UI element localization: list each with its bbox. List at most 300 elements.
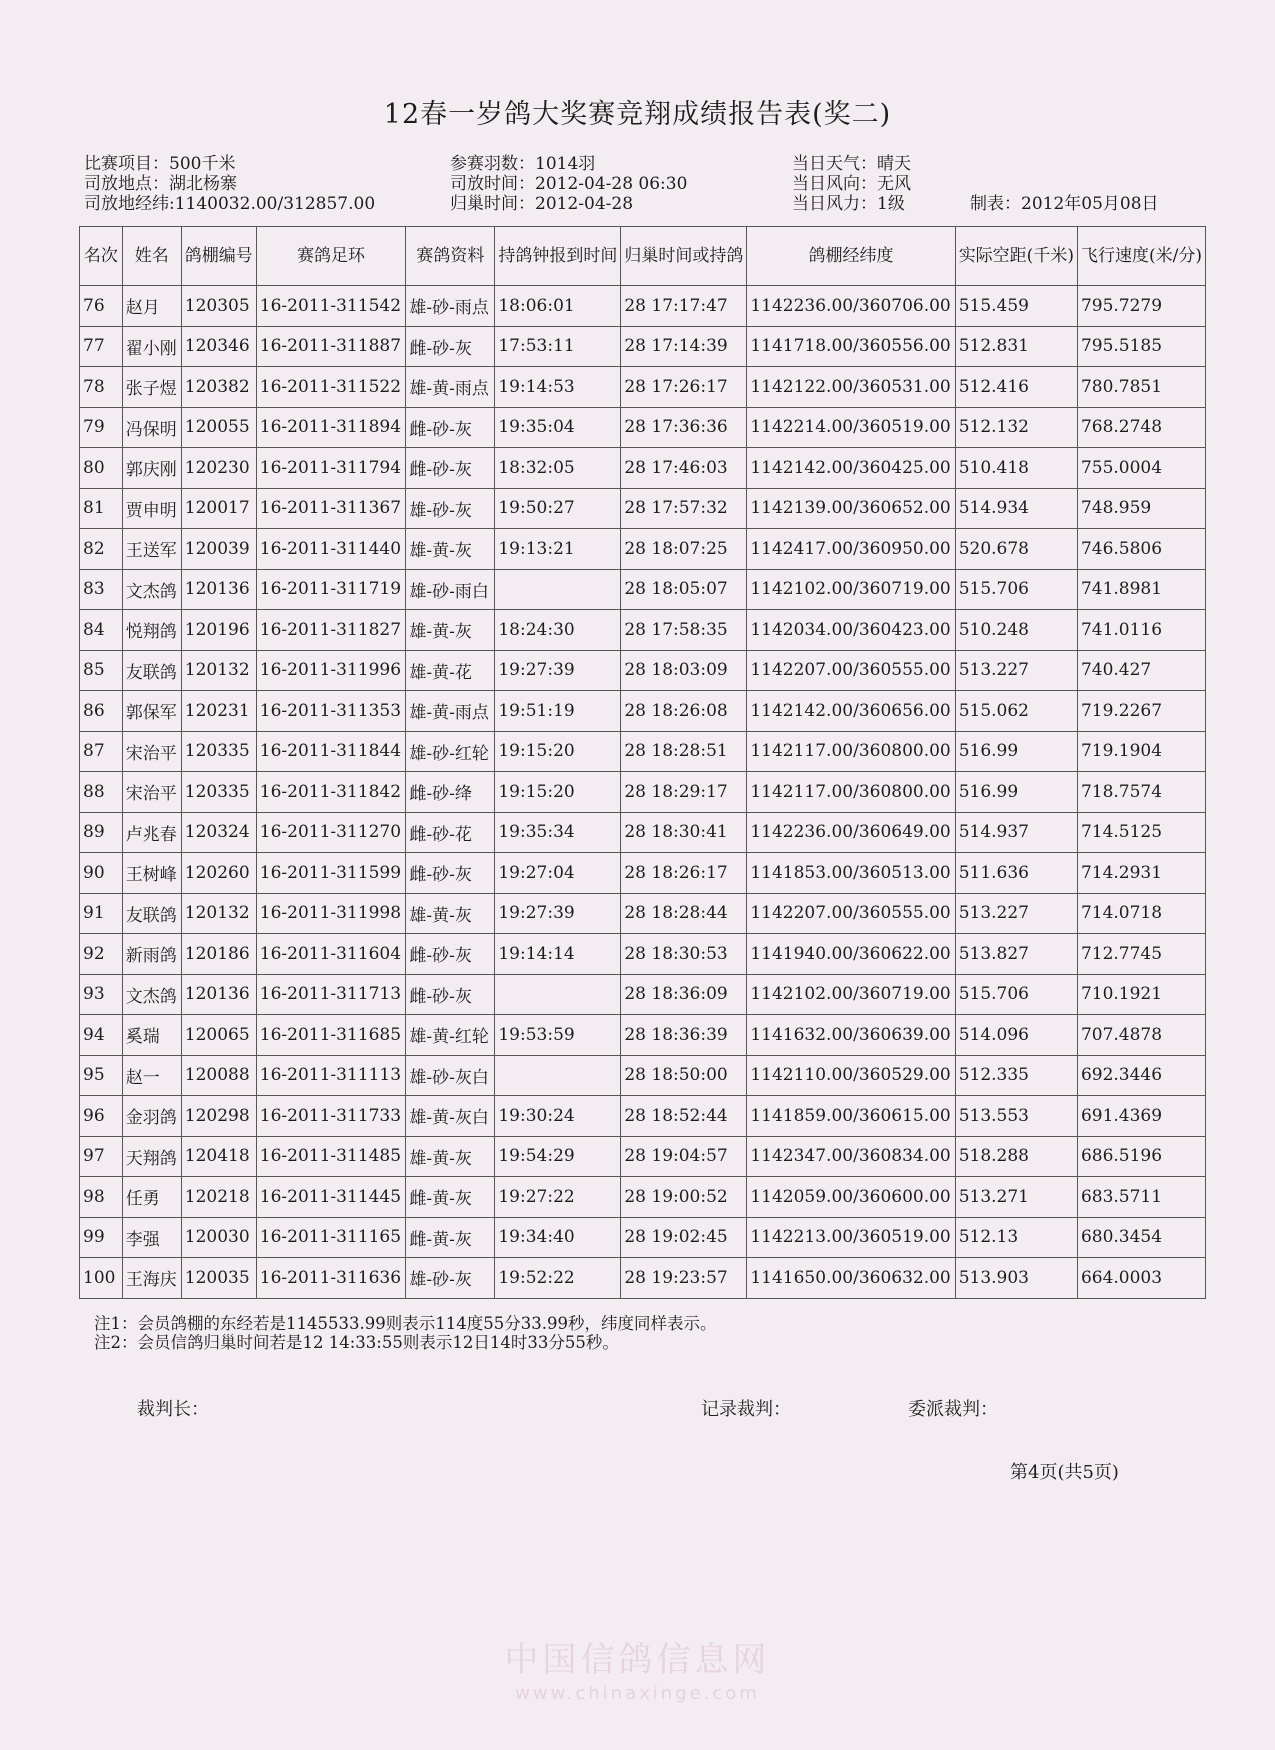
cell-clock: 19:27:39 (495, 893, 621, 934)
cell-rank: 99 (80, 1217, 123, 1258)
cell-name: 李强 (122, 1217, 181, 1258)
cell-speed: 691.4369 (1077, 1096, 1205, 1137)
cell-clock: 19:52:22 (495, 1258, 621, 1299)
cell-name: 悦翔鸽 (122, 610, 181, 651)
cell-info: 雄-黄-红轮 (406, 1015, 495, 1056)
note-2: 注2：会员信鸽归巢时间若是12 14:33:55则表示12日14时33分55秒。 (94, 1333, 619, 1352)
table-body (80, 286, 1206, 1299)
cell-loft: 120035 (181, 1258, 256, 1299)
cell-distance: 514.934 (955, 488, 1077, 529)
release-coords: 司放地经纬:1140032.00/312857.00 (84, 194, 376, 214)
cell-arrival: 28 18:52:44 (621, 1096, 747, 1137)
cell-coord: 1142122.00/360531.00 (747, 367, 955, 408)
recorder-judge-label: 记录裁判： (701, 1399, 791, 1420)
cell-rank: 78 (80, 367, 123, 408)
header-arrival: 归巢时间或持鸽 (621, 227, 747, 286)
cell-speed: 740.427 (1077, 650, 1205, 691)
cell-distance: 512.416 (955, 367, 1077, 408)
cell-ring: 16-2011-311440 (256, 529, 406, 570)
cell-info: 雄-砂-灰白 (406, 1055, 495, 1096)
cell-coord: 1142142.00/360425.00 (747, 448, 955, 489)
cell-rank: 95 (80, 1055, 123, 1096)
cell-speed: 748.959 (1077, 488, 1205, 529)
results-table (79, 226, 1206, 1299)
cell-name: 文杰鸽 (122, 974, 181, 1015)
cell-speed: 680.3454 (1077, 1217, 1205, 1258)
cell-loft: 120196 (181, 610, 256, 651)
cell-distance: 510.418 (955, 448, 1077, 489)
cell-clock: 19:14:53 (495, 367, 621, 408)
table-row (80, 812, 1206, 853)
cell-ring: 16-2011-311827 (256, 610, 406, 651)
info-column-3 (792, 154, 911, 214)
cell-loft: 120305 (181, 286, 256, 327)
cell-clock: 19:27:39 (495, 650, 621, 691)
cell-name: 冯保明 (122, 407, 181, 448)
chief-judge-label: 裁判长： (137, 1399, 209, 1420)
cell-info: 雌-砂-灰 (406, 326, 495, 367)
cell-name: 王树峰 (122, 853, 181, 894)
table-row (80, 772, 1206, 813)
cell-speed: 746.5806 (1077, 529, 1205, 570)
cell-arrival: 28 19:23:57 (621, 1258, 747, 1299)
cell-info: 雄-黄-雨点 (406, 367, 495, 408)
cell-name: 王送军 (122, 529, 181, 570)
table-row (80, 367, 1206, 408)
cell-coord: 1141650.00/360632.00 (747, 1258, 955, 1299)
cell-distance: 515.062 (955, 691, 1077, 732)
cell-ring: 16-2011-311165 (256, 1217, 406, 1258)
cell-name: 奚瑞 (122, 1015, 181, 1056)
cell-arrival: 28 18:29:17 (621, 772, 747, 813)
cell-loft: 120039 (181, 529, 256, 570)
cell-clock: 19:14:14 (495, 934, 621, 975)
table-row (80, 1258, 1206, 1299)
cell-info: 雄-黄-灰 (406, 610, 495, 651)
table-row (80, 691, 1206, 732)
cell-info: 雄-黄-灰 (406, 1136, 495, 1177)
cell-ring: 16-2011-311998 (256, 893, 406, 934)
cell-loft: 120136 (181, 974, 256, 1015)
cell-info: 雄-砂-灰 (406, 488, 495, 529)
header-clock: 持鸽钟报到时间 (495, 227, 621, 286)
table-row (80, 1015, 1206, 1056)
cell-name: 宋治平 (122, 731, 181, 772)
cell-speed: 664.0003 (1077, 1258, 1205, 1299)
cell-loft: 120218 (181, 1177, 256, 1218)
table-row (80, 1055, 1206, 1096)
cell-rank: 81 (80, 488, 123, 529)
cell-info: 雄-黄-灰 (406, 893, 495, 934)
cell-loft: 120055 (181, 407, 256, 448)
cell-coord: 1141859.00/360615.00 (747, 1096, 955, 1137)
cell-clock (495, 1055, 621, 1096)
cell-clock: 18:24:30 (495, 610, 621, 651)
watermark-url: www.chinaxinge.com (515, 1683, 760, 1704)
release-time: 司放时间：2012-04-28 06:30 (450, 174, 688, 194)
cell-speed: 714.5125 (1077, 812, 1205, 853)
cell-distance: 518.288 (955, 1136, 1077, 1177)
header-row (80, 227, 1206, 286)
cell-coord: 1142236.00/360649.00 (747, 812, 955, 853)
cell-name: 新雨鸽 (122, 934, 181, 975)
cell-info: 雌-黄-灰 (406, 1177, 495, 1218)
wind-force: 当日风力：1级 (792, 194, 905, 214)
cell-rank: 90 (80, 853, 123, 894)
cell-ring: 16-2011-311685 (256, 1015, 406, 1056)
table-row (80, 1096, 1206, 1137)
cell-rank: 88 (80, 772, 123, 813)
cell-loft: 120186 (181, 934, 256, 975)
cell-arrival: 28 18:36:09 (621, 974, 747, 1015)
cell-ring: 16-2011-311542 (256, 286, 406, 327)
table-row (80, 650, 1206, 691)
cell-arrival: 28 19:04:57 (621, 1136, 747, 1177)
cell-clock (495, 974, 621, 1015)
cell-coord: 1141853.00/360513.00 (747, 853, 955, 894)
cell-name: 文杰鸽 (122, 569, 181, 610)
cell-distance: 520.678 (955, 529, 1077, 570)
table-row (80, 934, 1206, 975)
cell-name: 卢兆春 (122, 812, 181, 853)
cell-speed: 686.5196 (1077, 1136, 1205, 1177)
cell-speed: 795.5185 (1077, 326, 1205, 367)
cell-distance: 513.271 (955, 1177, 1077, 1218)
page-number: 第4页(共5页) (1010, 1462, 1119, 1483)
cell-loft: 120418 (181, 1136, 256, 1177)
cell-rank: 91 (80, 893, 123, 934)
cell-speed: 755.0004 (1077, 448, 1205, 489)
cell-name: 金羽鸽 (122, 1096, 181, 1137)
cell-coord: 1142117.00/360800.00 (747, 772, 955, 813)
cell-info: 雌-砂-灰 (406, 448, 495, 489)
cell-rank: 93 (80, 974, 123, 1015)
table-row (80, 286, 1206, 327)
cell-rank: 89 (80, 812, 123, 853)
cell-distance: 512.831 (955, 326, 1077, 367)
cell-info: 雌-砂-花 (406, 812, 495, 853)
cell-loft: 120088 (181, 1055, 256, 1096)
cell-distance: 513.553 (955, 1096, 1077, 1137)
table-row (80, 853, 1206, 894)
cell-info: 雌-砂-灰 (406, 407, 495, 448)
cell-ring: 16-2011-311887 (256, 326, 406, 367)
cell-coord: 1142034.00/360423.00 (747, 610, 955, 651)
cell-info: 雌-砂-绛 (406, 772, 495, 813)
cell-rank: 79 (80, 407, 123, 448)
cell-loft: 120324 (181, 812, 256, 853)
cell-name: 赵一 (122, 1055, 181, 1096)
cell-distance: 513.903 (955, 1258, 1077, 1299)
cell-coord: 1142214.00/360519.00 (747, 407, 955, 448)
cell-ring: 16-2011-311367 (256, 488, 406, 529)
cell-ring: 16-2011-311713 (256, 974, 406, 1015)
cell-rank: 98 (80, 1177, 123, 1218)
cell-info: 雌-砂-灰 (406, 934, 495, 975)
cell-speed: 714.2931 (1077, 853, 1205, 894)
cell-rank: 97 (80, 1136, 123, 1177)
cell-coord: 1142142.00/360656.00 (747, 691, 955, 732)
cell-ring: 16-2011-311794 (256, 448, 406, 489)
cell-rank: 85 (80, 650, 123, 691)
cell-coord: 1141632.00/360639.00 (747, 1015, 955, 1056)
cell-ring: 16-2011-311353 (256, 691, 406, 732)
cell-rank: 77 (80, 326, 123, 367)
cell-clock: 18:06:01 (495, 286, 621, 327)
table-row (80, 1217, 1206, 1258)
cell-coord: 1141718.00/360556.00 (747, 326, 955, 367)
weather: 当日天气：晴天 (792, 154, 911, 174)
header-rank: 名次 (80, 227, 123, 286)
cell-name: 郭保军 (122, 691, 181, 732)
cell-distance: 513.827 (955, 934, 1077, 975)
cell-coord: 1142207.00/360555.00 (747, 893, 955, 934)
cell-coord: 1142102.00/360719.00 (747, 569, 955, 610)
cell-ring: 16-2011-311270 (256, 812, 406, 853)
cell-distance: 510.248 (955, 610, 1077, 651)
cell-loft: 120298 (181, 1096, 256, 1137)
cell-name: 友联鸽 (122, 650, 181, 691)
cell-speed: 719.2267 (1077, 691, 1205, 732)
cell-clock: 19:34:40 (495, 1217, 621, 1258)
watermark (0, 1632, 1275, 1704)
cell-loft: 120132 (181, 650, 256, 691)
cell-clock: 19:27:22 (495, 1177, 621, 1218)
entry-count: 参赛羽数：1014羽 (450, 154, 596, 174)
info-column-1 (84, 154, 375, 214)
cell-speed: 707.4878 (1077, 1015, 1205, 1056)
cell-loft: 120136 (181, 569, 256, 610)
header-speed: 飞行速度(米/分) (1077, 227, 1205, 286)
cell-ring: 16-2011-311485 (256, 1136, 406, 1177)
cell-coord: 1142207.00/360555.00 (747, 650, 955, 691)
event-item: 比赛项目：500千米 (84, 154, 236, 174)
cell-arrival: 28 18:26:17 (621, 853, 747, 894)
page-title: 12春一岁鸽大奖赛竞翔成绩报告表(奖二) (383, 99, 892, 130)
cell-arrival: 28 18:07:25 (621, 529, 747, 570)
cell-distance: 514.937 (955, 812, 1077, 853)
cell-arrival: 28 19:00:52 (621, 1177, 747, 1218)
cell-distance: 511.636 (955, 853, 1077, 894)
cell-name: 宋治平 (122, 772, 181, 813)
cell-speed: 714.0718 (1077, 893, 1205, 934)
table-row (80, 731, 1206, 772)
cell-ring: 16-2011-311842 (256, 772, 406, 813)
cell-rank: 92 (80, 934, 123, 975)
cell-info: 雄-砂-雨点 (406, 286, 495, 327)
cell-coord: 1142117.00/360800.00 (747, 731, 955, 772)
cell-loft: 120382 (181, 367, 256, 408)
header-coord: 鸽棚经纬度 (747, 227, 955, 286)
made-date: 制表：2012年05月08日 (970, 194, 1159, 214)
table-row (80, 407, 1206, 448)
cell-speed: 719.1904 (1077, 731, 1205, 772)
cell-ring: 16-2011-311636 (256, 1258, 406, 1299)
cell-coord: 1142102.00/360719.00 (747, 974, 955, 1015)
cell-coord: 1142213.00/360519.00 (747, 1217, 955, 1258)
cell-speed: 692.3446 (1077, 1055, 1205, 1096)
cell-distance: 515.706 (955, 974, 1077, 1015)
table-row (80, 488, 1206, 529)
return-date: 归巢时间：2012-04-28 (450, 194, 634, 214)
header-name: 姓名 (122, 227, 181, 286)
cell-ring: 16-2011-311733 (256, 1096, 406, 1137)
header-ring: 赛鸽足环 (256, 227, 406, 286)
cell-name: 贾申明 (122, 488, 181, 529)
cell-clock: 19:51:19 (495, 691, 621, 732)
cell-arrival: 28 18:30:41 (621, 812, 747, 853)
cell-rank: 82 (80, 529, 123, 570)
cell-name: 张子煜 (122, 367, 181, 408)
cell-rank: 83 (80, 569, 123, 610)
cell-speed: 683.5711 (1077, 1177, 1205, 1218)
cell-arrival: 28 17:17:47 (621, 286, 747, 327)
cell-clock: 18:32:05 (495, 448, 621, 489)
cell-loft: 120335 (181, 731, 256, 772)
cell-arrival: 28 18:28:44 (621, 893, 747, 934)
cell-loft: 120346 (181, 326, 256, 367)
cell-loft: 120132 (181, 893, 256, 934)
cell-coord: 1142347.00/360834.00 (747, 1136, 955, 1177)
cell-rank: 84 (80, 610, 123, 651)
table-row (80, 529, 1206, 570)
cell-distance: 512.132 (955, 407, 1077, 448)
cell-clock (495, 569, 621, 610)
table-row (80, 1136, 1206, 1177)
cell-info: 雄-黄-灰 (406, 529, 495, 570)
cell-info: 雄-黄-花 (406, 650, 495, 691)
cell-clock: 19:27:04 (495, 853, 621, 894)
cell-arrival: 28 18:50:00 (621, 1055, 747, 1096)
cell-info: 雌-砂-灰 (406, 974, 495, 1015)
cell-arrival: 28 17:36:36 (621, 407, 747, 448)
cell-distance: 515.459 (955, 286, 1077, 327)
delegate-judge-label: 委派裁判： (908, 1399, 998, 1420)
cell-info: 雄-砂-灰 (406, 1258, 495, 1299)
cell-ring: 16-2011-311522 (256, 367, 406, 408)
cell-clock: 17:53:11 (495, 326, 621, 367)
cell-ring: 16-2011-311604 (256, 934, 406, 975)
cell-info: 雌-砂-灰 (406, 853, 495, 894)
cell-name: 友联鸽 (122, 893, 181, 934)
cell-loft: 120065 (181, 1015, 256, 1056)
cell-arrival: 28 17:46:03 (621, 448, 747, 489)
cell-name: 王海庆 (122, 1258, 181, 1299)
cell-clock: 19:30:24 (495, 1096, 621, 1137)
cell-distance: 514.096 (955, 1015, 1077, 1056)
cell-coord: 1142236.00/360706.00 (747, 286, 955, 327)
cell-rank: 100 (80, 1258, 123, 1299)
cell-speed: 780.7851 (1077, 367, 1205, 408)
cell-speed: 710.1921 (1077, 974, 1205, 1015)
header-loft: 鸽棚编号 (181, 227, 256, 286)
cell-arrival: 28 17:26:17 (621, 367, 747, 408)
cell-name: 赵月 (122, 286, 181, 327)
cell-clock: 19:15:20 (495, 731, 621, 772)
cell-coord: 1141940.00/360622.00 (747, 934, 955, 975)
cell-ring: 16-2011-311719 (256, 569, 406, 610)
release-location: 司放地点：湖北杨寨 (84, 174, 237, 194)
table-row (80, 974, 1206, 1015)
cell-rank: 94 (80, 1015, 123, 1056)
cell-info: 雄-黄-灰白 (406, 1096, 495, 1137)
cell-ring: 16-2011-311599 (256, 853, 406, 894)
cell-name: 翟小刚 (122, 326, 181, 367)
cell-speed: 741.0116 (1077, 610, 1205, 651)
cell-loft: 120030 (181, 1217, 256, 1258)
cell-clock: 19:50:27 (495, 488, 621, 529)
cell-speed: 741.8981 (1077, 569, 1205, 610)
cell-rank: 86 (80, 691, 123, 732)
cell-info: 雄-砂-红轮 (406, 731, 495, 772)
cell-distance: 513.227 (955, 893, 1077, 934)
header-distance: 实际空距(千米) (955, 227, 1077, 286)
cell-arrival: 28 17:58:35 (621, 610, 747, 651)
cell-ring: 16-2011-311113 (256, 1055, 406, 1096)
cell-ring: 16-2011-311445 (256, 1177, 406, 1218)
notes (94, 1314, 716, 1352)
cell-clock: 19:54:29 (495, 1136, 621, 1177)
cell-ring: 16-2011-311844 (256, 731, 406, 772)
cell-clock: 19:53:59 (495, 1015, 621, 1056)
cell-coord: 1142110.00/360529.00 (747, 1055, 955, 1096)
cell-distance: 513.227 (955, 650, 1077, 691)
cell-arrival: 28 18:05:07 (621, 569, 747, 610)
cell-arrival: 28 17:14:39 (621, 326, 747, 367)
cell-rank: 87 (80, 731, 123, 772)
cell-arrival: 28 18:30:53 (621, 934, 747, 975)
cell-name: 郭庆刚 (122, 448, 181, 489)
cell-coord: 1142139.00/360652.00 (747, 488, 955, 529)
cell-arrival: 28 18:36:39 (621, 1015, 747, 1056)
table-row (80, 569, 1206, 610)
cell-arrival: 28 18:28:51 (621, 731, 747, 772)
cell-arrival: 28 18:03:09 (621, 650, 747, 691)
cell-distance: 512.13 (955, 1217, 1077, 1258)
header-info: 赛鸽资料 (406, 227, 495, 286)
table-row (80, 1177, 1206, 1218)
cell-info: 雄-黄-雨点 (406, 691, 495, 732)
cell-loft: 120260 (181, 853, 256, 894)
cell-distance: 516.99 (955, 772, 1077, 813)
cell-arrival: 28 17:57:32 (621, 488, 747, 529)
cell-arrival: 28 18:26:08 (621, 691, 747, 732)
cell-distance: 512.335 (955, 1055, 1077, 1096)
note-1: 注1：会员鸽棚的东经若是1145533.99则表示114度55分33.99秒，纬度同样表示。 (94, 1314, 717, 1333)
cell-ring: 16-2011-311996 (256, 650, 406, 691)
cell-rank: 80 (80, 448, 123, 489)
cell-loft: 120017 (181, 488, 256, 529)
cell-loft: 120231 (181, 691, 256, 732)
cell-speed: 768.2748 (1077, 407, 1205, 448)
watermark-text: 中国信鸽信息网 (504, 1640, 771, 1680)
cell-info: 雄-砂-雨白 (406, 569, 495, 610)
cell-clock: 19:15:20 (495, 772, 621, 813)
cell-info: 雌-黄-灰 (406, 1217, 495, 1258)
table-row (80, 610, 1206, 651)
cell-speed: 712.7745 (1077, 934, 1205, 975)
table-row (80, 326, 1206, 367)
wind-direction: 当日风向：无风 (792, 174, 911, 194)
cell-clock: 19:35:04 (495, 407, 621, 448)
cell-coord: 1142059.00/360600.00 (747, 1177, 955, 1218)
cell-clock: 19:13:21 (495, 529, 621, 570)
cell-name: 天翔鸽 (122, 1136, 181, 1177)
info-column-2 (450, 154, 687, 214)
cell-ring: 16-2011-311894 (256, 407, 406, 448)
cell-loft: 120230 (181, 448, 256, 489)
table-row (80, 893, 1206, 934)
